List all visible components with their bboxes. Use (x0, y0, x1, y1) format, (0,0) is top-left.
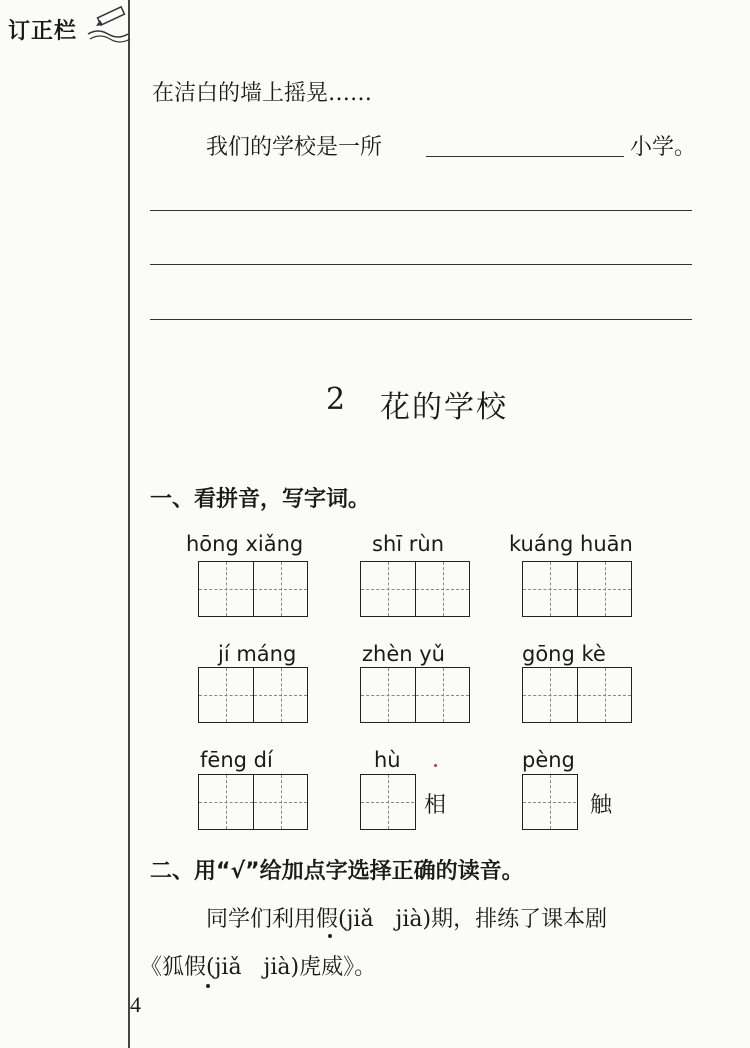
answer-grid[interactable] (198, 774, 308, 830)
answer-grid[interactable] (522, 774, 578, 830)
emphasis-dot (328, 934, 332, 938)
pencil-note-icon (84, 4, 134, 44)
answer-grid[interactable] (360, 774, 416, 830)
pinyin-label: fēng dí (200, 748, 273, 772)
pinyin-label: hōng xiǎng (186, 532, 304, 556)
lesson-number: 2 (326, 382, 348, 417)
answer-grid[interactable] (360, 561, 470, 617)
given-character: 相 (424, 793, 447, 818)
answer-grid[interactable] (522, 667, 632, 723)
writing-line[interactable] (150, 319, 692, 320)
answer-grid[interactable] (360, 667, 470, 723)
section2-heading: 二、用“√”给加点字选择正确的读音。 (150, 859, 524, 884)
pinyin-label: zhèn yǔ (362, 642, 445, 666)
fill-blank-line[interactable] (426, 156, 624, 157)
answer-grid[interactable] (198, 667, 308, 723)
pinyin-label: jí máng (218, 642, 297, 666)
correction-margin-label: 订正栏 (8, 19, 78, 44)
pinyin-label: gōng kè (522, 642, 606, 666)
pinyin-label: shī rùn (372, 532, 445, 556)
page-number: 4 (130, 992, 141, 1017)
question-line: 《狐假(jiǎ jià)虎威》。 (140, 955, 377, 980)
writing-line[interactable] (150, 264, 692, 265)
given-character: 触 (590, 793, 613, 818)
lesson-title: 花的学校 (380, 390, 508, 425)
answer-grid[interactable] (522, 561, 632, 617)
answer-grid[interactable] (198, 561, 308, 617)
fill-sentence-suffix: 小学。 (630, 135, 697, 160)
pinyin-label: hù (374, 748, 401, 772)
question-line: 同学们利用假(jiǎ jià)期，排练了课本剧 (206, 907, 608, 932)
pinyin-label: kuáng huān (509, 532, 633, 556)
section1-heading: 一、看拼音，写字词。 (150, 487, 371, 512)
emphasis-dot (206, 984, 210, 988)
fill-sentence-prefix: 我们的学校是一所 (206, 135, 383, 160)
pinyin-label: pèng (522, 748, 575, 772)
writing-line[interactable] (150, 210, 692, 211)
correction-margin (0, 0, 130, 1048)
stray-mark (434, 764, 437, 767)
poem-line: 在洁白的墙上摇晃…… (152, 81, 373, 106)
